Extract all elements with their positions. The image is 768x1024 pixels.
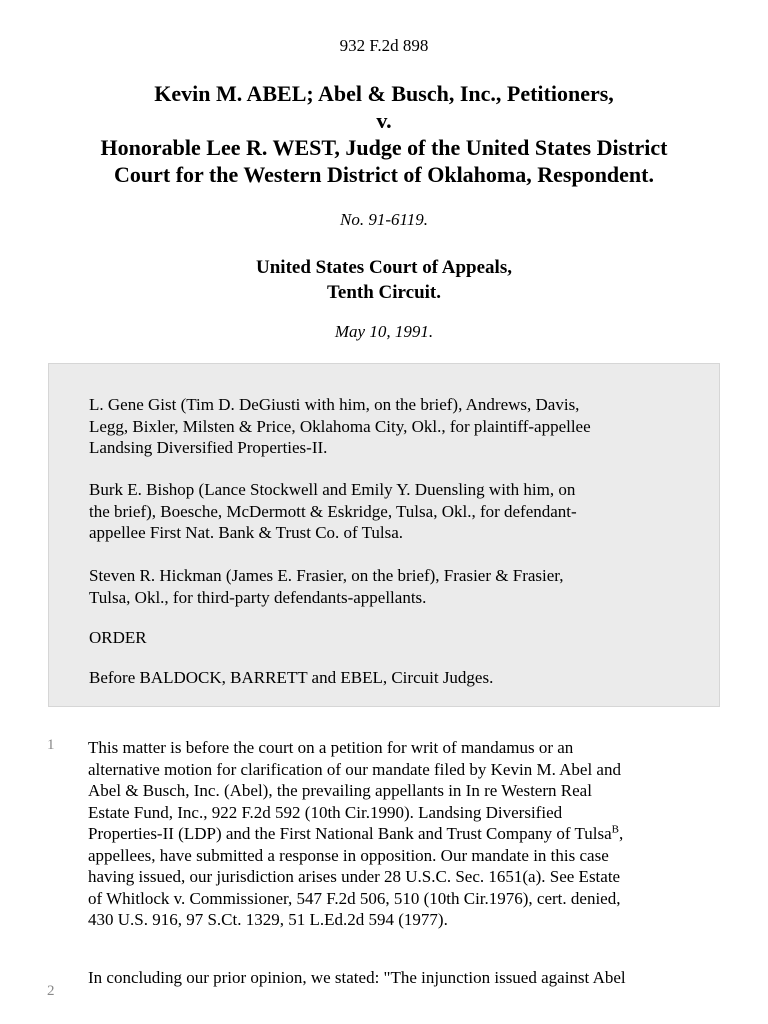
paragraph-line: appellees, have submitted a response in opposition. Our mandate in this case (88, 845, 609, 865)
counsel-line: the brief), Boesche, McDermott & Eskridge, Tulsa, Okl., for defendant- (89, 501, 577, 521)
paragraph-line: 430 U.S. 916, 97 S.Ct. 1329, 51 L.Ed.2d 594 (1977). (88, 910, 448, 929)
counsel-line: Steven R. Hickman (James E. Frasier, on the brief), Frasier & Frasier, (89, 566, 564, 585)
paragraph-line: having issued, our jurisdiction arises under 28 U.S.C. Sec. 1651(a). See Estate (88, 867, 621, 886)
paragraph-number: 1 (47, 737, 55, 753)
counsel-line: appellee First Nat. Bank & Trust Co. of Tulsa. (89, 523, 404, 542)
paragraph-line: of Whitlock v. Commissioner, 547 F.2d 506, 510 (10th Cir.1976), cert. denied, (88, 888, 621, 908)
paragraph-number: 2 (47, 983, 55, 999)
paragraph-line: Estate Fund, Inc., 922 F.2d 592 (10th Cir.1990). Landsing Diversified (88, 802, 563, 822)
case-title-line: v. (376, 108, 392, 133)
footnote-marker[interactable]: B (611, 823, 620, 836)
case-title-line: Kevin M. ABEL; Abel & Busch, Inc., Petitioners, (154, 81, 614, 106)
case-title-line: Court for the Western District of Oklahoma, Respondent. (114, 162, 654, 187)
opinion-paragraph (88, 737, 738, 931)
case-title (30, 80, 738, 188)
counsel-paragraph (89, 565, 699, 608)
counsel-paragraph (89, 394, 699, 459)
court-name (0, 255, 768, 305)
panel-judges: Before BALDOCK, BARRETT and EBEL, Circuit Judges. (89, 668, 494, 687)
paragraph-line: In concluding our prior opinion, we stated: "The injunction issued against Abel (88, 968, 626, 987)
counsel-line: Legg, Bixler, Milsten & Price, Oklahoma City, Okl., for plaintiff-appellee (89, 416, 591, 436)
counsel-line: L. Gene Gist (Tim D. DeGiusti with him, on the brief), Andrews, Davis, (89, 395, 580, 414)
paragraph-line-text: Properties-II (LDP) and the First National Bank and Trust Company of Tulsa (88, 824, 612, 843)
order-heading: ORDER (89, 628, 147, 647)
paragraph-line: This matter is before the court on a petition for writ of mandamus or an (88, 738, 574, 757)
paragraph-line-text: , (619, 824, 624, 843)
counsel-line: Burk E. Bishop (Lance Stockwell and Emily Y. Duensling with him, on (89, 480, 576, 499)
docket-number: No. 91-6119. (340, 210, 428, 229)
counsel-paragraph (89, 479, 699, 544)
paragraph-line: alternative motion for clarification of our mandate filed by Kevin M. Abel and (88, 759, 621, 779)
court-name-line: United States Court of Appeals, (256, 257, 512, 278)
opinion-paragraph (88, 967, 738, 989)
case-citation: 932 F.2d 898 (339, 36, 429, 55)
counsel-box (48, 363, 720, 707)
paragraph-line (88, 823, 738, 845)
counsel-line: Tulsa, Okl., for third-party defendants-appellants. (89, 587, 427, 607)
court-name-line: Tenth Circuit. (326, 282, 442, 303)
case-title-line: Honorable Lee R. WEST, Judge of the United States District (100, 135, 668, 160)
paragraph-line: Abel & Busch, Inc. (Abel), the prevailing appellants in In re Western Real (88, 781, 592, 800)
counsel-line: Landsing Diversified Properties-II. (89, 438, 328, 457)
decision-date: May 10, 1991. (334, 322, 434, 341)
